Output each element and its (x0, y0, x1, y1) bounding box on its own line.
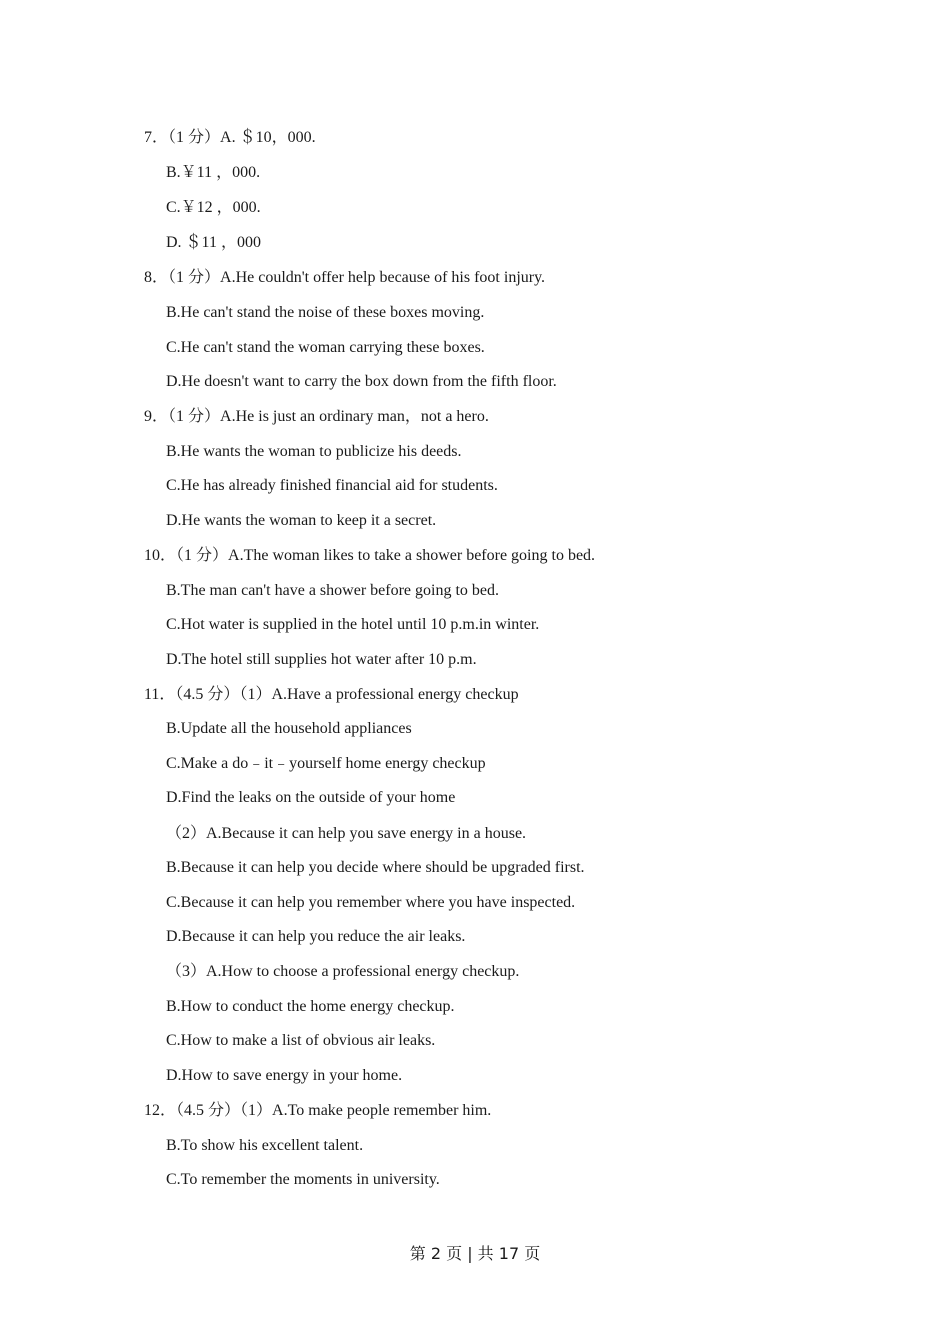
question-number: 11． (144, 686, 176, 703)
question-11 (144, 685, 519, 705)
option-b: B.￥11 ，000. (166, 164, 261, 181)
option-d: D.He wants the woman to keep it a secret. (166, 512, 437, 529)
option-c: C.￥12 ，000. (166, 199, 261, 216)
question-score: （1 分） (168, 269, 221, 286)
option-b: B.He can't stand the noise of these boxes moving. (166, 304, 485, 321)
question-10 (144, 546, 595, 566)
option-a: A.He couldn't offer help because of his foot injury. (220, 269, 546, 286)
subquestion-3: （3）A.How to choose a professional energy checkup. (166, 963, 520, 980)
option-c: C.How to make a list of obvious air leaks. (166, 1032, 436, 1049)
page-footer: 第 2 页 | 共 17 页 (409, 1244, 541, 1263)
option-a: A.He is just an ordinary man，not a hero. (220, 408, 489, 425)
question-8 (144, 268, 545, 288)
option-c: C.He has already finished financial aid for students. (166, 477, 498, 494)
option-b: B.The man can't have a shower before going to bed. (166, 582, 499, 599)
option-a: （1）A.Have a professional energy checkup (239, 686, 519, 703)
option-c: C.Make a do﹣it﹣yourself home energy checkup (166, 755, 486, 772)
option-a: （1）A.To make people remember him. (240, 1102, 492, 1119)
question-number: 8． (144, 269, 169, 286)
option-c: C.Because it can help you remember where you have inspected. (166, 894, 576, 911)
subquestion-2: （2）A.Because it can help you save energy in a house. (166, 825, 527, 842)
question-number: 12． (144, 1102, 177, 1119)
question-score: （1 分） (168, 408, 221, 425)
question-number: 7． (144, 129, 169, 146)
question-number: 9． (144, 408, 169, 425)
option-b: B.How to conduct the home energy checkup. (166, 998, 455, 1015)
option-c: C.To remember the moments in university. (166, 1171, 440, 1188)
option-b: B.Update all the household appliances (166, 720, 412, 737)
question-number: 10． (144, 547, 177, 564)
option-b: B.To show his excellent talent. (166, 1137, 364, 1154)
question-7 (144, 128, 316, 148)
question-score: （4.5 分） (175, 686, 240, 703)
option-c: C.Hot water is supplied in the hotel until 10 p.m.in winter. (166, 616, 540, 633)
option-b: B.He wants the woman to publicize his deeds. (166, 443, 462, 460)
option-d: D.He doesn't want to carry the box down from the fifth floor. (166, 373, 557, 390)
question-9 (144, 407, 489, 427)
option-a: A.The woman likes to take a shower before going to bed. (228, 547, 596, 564)
question-score: （1 分） (168, 129, 221, 146)
question-score: （1 分） (176, 547, 229, 564)
option-d: D.The hotel still supplies hot water after 10 p.m. (166, 651, 477, 668)
option-c: C.He can't stand the woman carrying these boxes. (166, 339, 485, 356)
option-a: A. ＄10，000. (220, 129, 316, 146)
option-d: D.How to save energy in your home. (166, 1067, 403, 1084)
option-d: D. ＄11 ，000 (166, 234, 261, 251)
option-b: B.Because it can help you decide where should be upgraded first. (166, 859, 585, 876)
question-score: （4.5 分） (176, 1102, 241, 1119)
option-d: D.Find the leaks on the outside of your home (166, 789, 456, 806)
question-12 (144, 1101, 491, 1121)
option-d: D.Because it can help you reduce the air leaks. (166, 928, 466, 945)
